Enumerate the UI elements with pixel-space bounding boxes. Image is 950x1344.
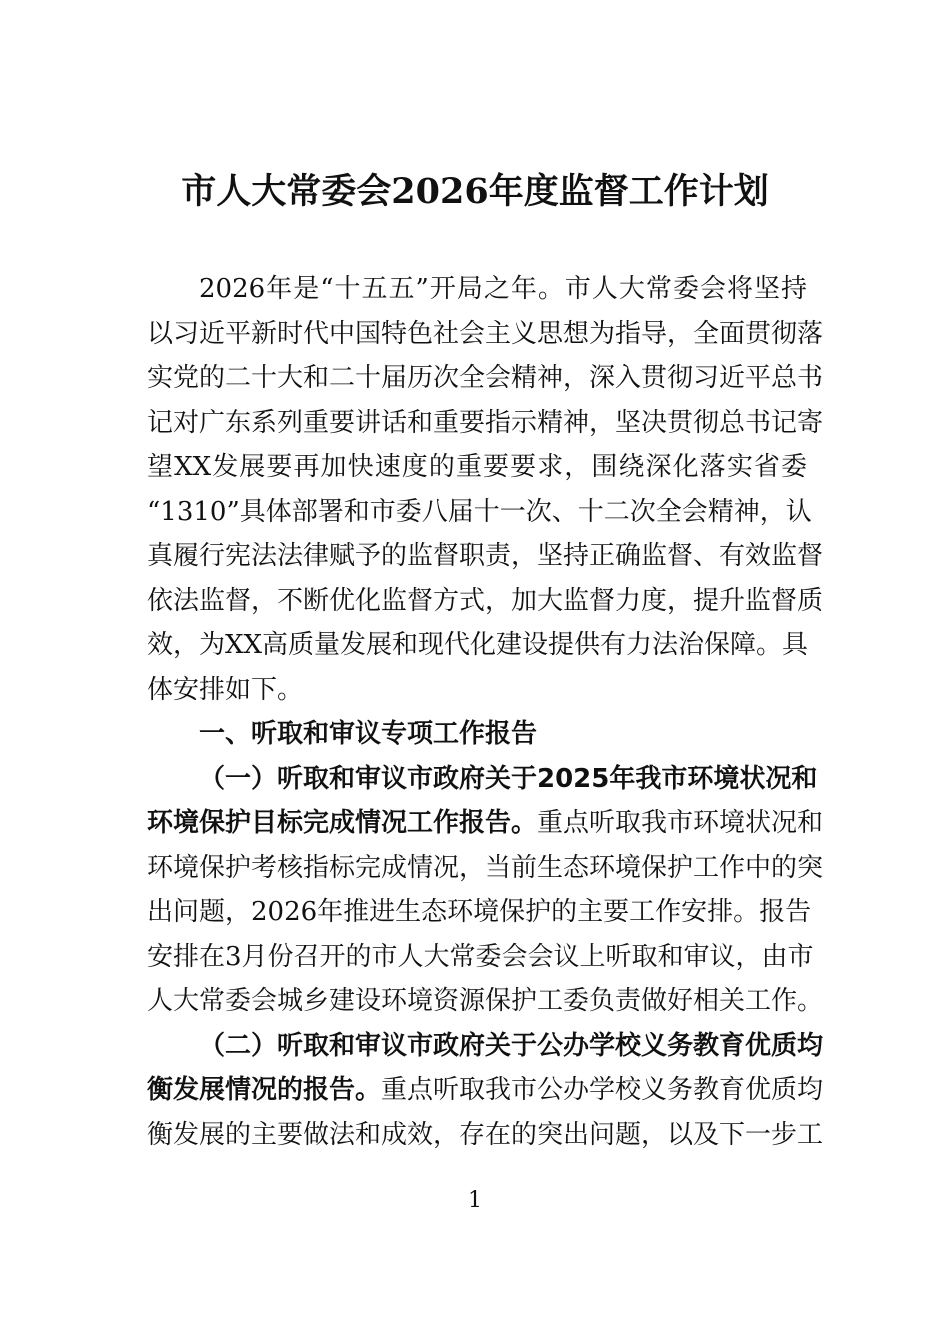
item-heading: （二）听取和审议市政府关于公办学校义务教育优质均: [199, 1030, 824, 1061]
document-title: 市人大常委会2026年度监督工作计划: [181, 171, 769, 212]
paragraph-line: 依法监督，不断优化监督方式，加大监督力度，提升监督质: [147, 585, 824, 616]
paragraph-line: 真履行宪法法律赋予的监督职责，坚持正确监督、有效监督: [147, 541, 824, 571]
paragraph-line: 环境保护考核指标完成情况，当前生态环境保护工作中的突: [147, 852, 824, 883]
paragraph-line: 以习近平新时代中国特色社会主义思想为指导，全面贯彻落: [147, 318, 824, 349]
item-heading-end: 环境保护目标完成情况工作报告。: [147, 808, 538, 838]
item-heading-end: 衡发展情况的报告。: [147, 1075, 382, 1105]
paragraph-text: 重点听取我市环境状况和: [537, 808, 824, 838]
paragraph-line: 出问题，2026年推进生态环境保护的主要工作安排。报告: [147, 897, 812, 927]
paragraph-line: 记对广东系列重要讲话和重要指示精神，坚决贯彻总书记寄: [147, 407, 824, 438]
paragraph-text: 重点听取我市公办学校义务教育优质均: [381, 1075, 824, 1105]
page-number: 1: [468, 1188, 482, 1213]
paragraph-line: 安排在3月份召开的市人大常委会会议上听取和审议，由市: [147, 941, 814, 972]
paragraph-line: 望XX发展要再加快速度的重要要求，围绕深化落实省委: [147, 452, 807, 482]
paragraph-line: 实党的二十大和二十届历次全会精神，深入贯彻习近平总书: [147, 363, 824, 393]
paragraph-line: 体安排如下。: [147, 674, 304, 705]
paragraph-line: 效，为XX高质量发展和现代化建设提供有力法治保障。具: [147, 630, 809, 660]
paragraph-line: 衡发展的主要做法和成效，存在的突出问题，以及下一步工: [147, 1119, 824, 1150]
section-heading: 一、听取和审议专项工作报告: [199, 719, 538, 749]
document-body: [147, 267, 824, 1157]
paragraph-line: “1310”具体部署和市委八届十一次、十二次全会精神，认: [147, 496, 812, 527]
paragraph-line: [147, 801, 824, 846]
paragraph-line: 人大常委会城乡建设环境资源保护工委负责做好相关工作。: [147, 986, 824, 1016]
paragraph-line: [147, 1068, 824, 1113]
paragraph-line: 2026年是“十五五”开局之年。市人大常委会将坚持: [199, 274, 807, 304]
item-heading: （一）听取和审议市政府关于2025年我市环境状况和: [199, 763, 818, 794]
